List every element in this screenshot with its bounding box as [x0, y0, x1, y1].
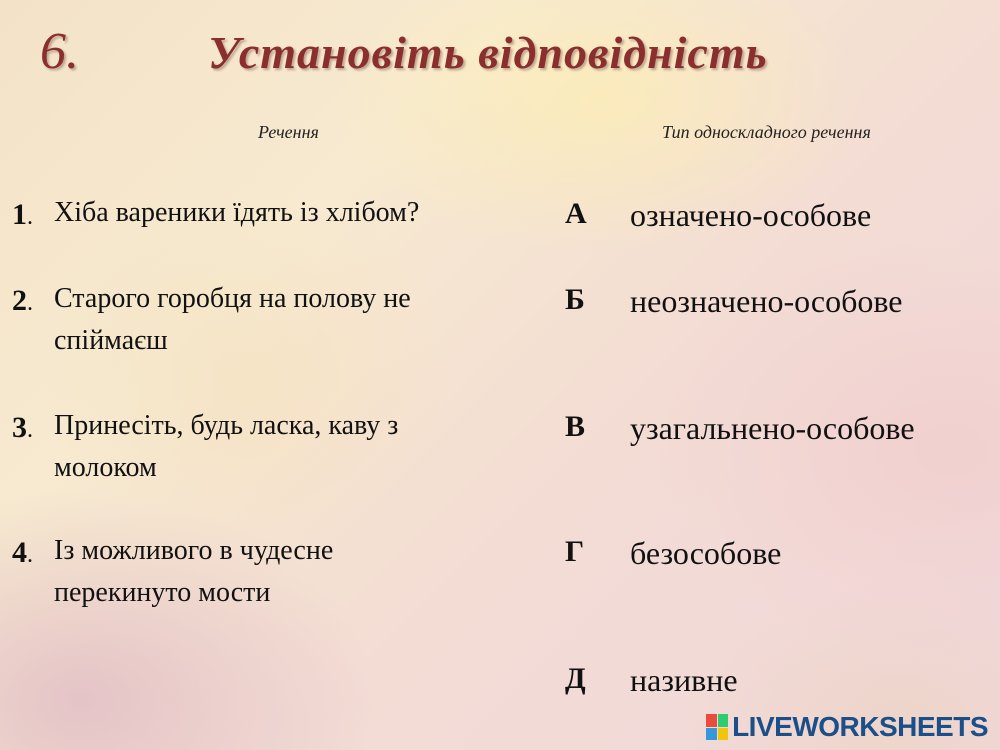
title-number: 6.: [40, 23, 79, 80]
type-letter-v: В: [565, 410, 586, 443]
sentence-2-line-2: спіймаєш: [54, 325, 168, 356]
column-header-types: Тип односкладного речення: [662, 122, 871, 142]
sentence-3: [54, 405, 534, 489]
sentence-number-4: 4.: [12, 536, 33, 569]
type-label-b: неозначено-особове: [630, 283, 903, 319]
sentence-4-line-2: перекинуто мости: [54, 577, 271, 608]
sentence-3-line-2: молоком: [54, 452, 157, 483]
sentence-2-line-1: Старого горобця на полову не: [54, 283, 411, 314]
sentence-3-line-1: Принесіть, будь ласка, каву з: [54, 410, 399, 441]
type-label-a: означено-особове: [630, 197, 872, 233]
sentence-4-line-1: Із можливого в чудесне: [54, 535, 334, 566]
type-label-h: безособове: [630, 535, 782, 571]
brand-text: LIVEWORKSHEETS: [732, 711, 988, 742]
sentence-number-3: 3.: [12, 411, 33, 444]
sentence-number-2: 2.: [12, 284, 33, 317]
type-letter-d: Д: [565, 662, 586, 695]
type-label-v: узагальнено-особове: [630, 410, 915, 446]
type-letter-b: Б: [565, 283, 585, 316]
column-header-sentences: Речення: [258, 122, 319, 142]
sentence-1-line-1: Хіба вареники їдять із хлібом?: [54, 197, 420, 228]
type-letter-h: Г: [565, 535, 585, 568]
type-label-d: називне: [630, 662, 738, 698]
page-title: Установіть відповідність: [208, 27, 768, 78]
liveworksheets-brand[interactable]: [706, 712, 988, 742]
sentence-4: [54, 530, 534, 614]
liveworksheets-logo-icon: [706, 714, 728, 740]
sentence-2: [54, 278, 534, 362]
type-letter-a: А: [565, 197, 587, 230]
sentence-number-1: 1.: [12, 198, 33, 231]
sentence-1: [54, 192, 534, 234]
